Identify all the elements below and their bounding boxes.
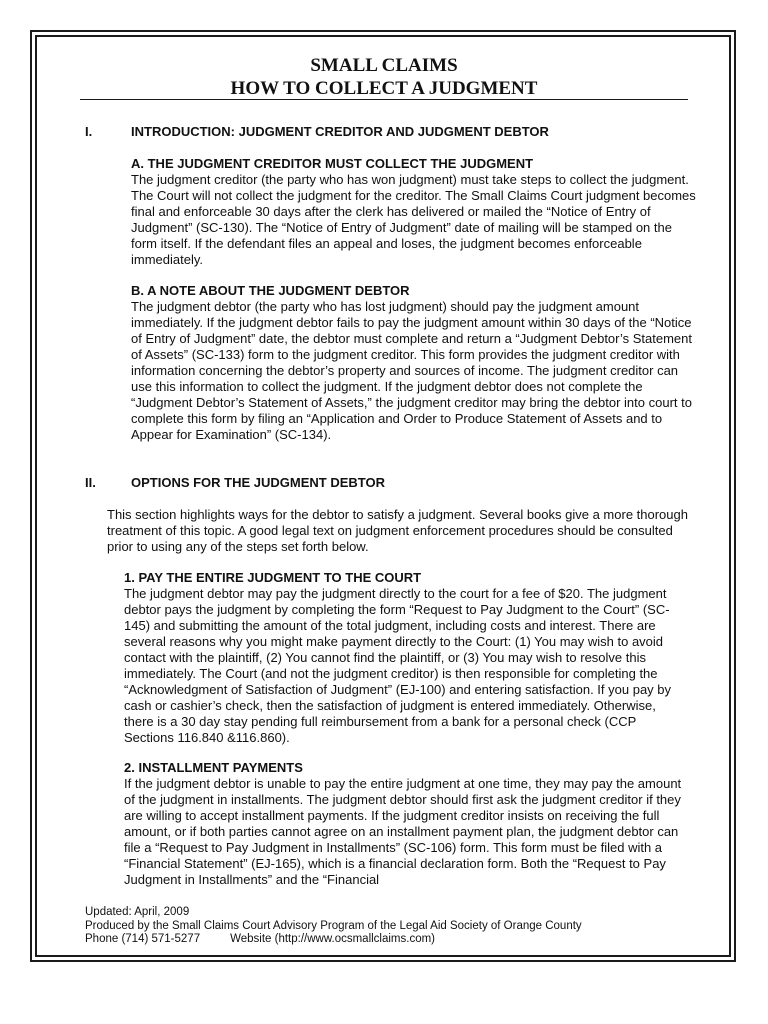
item-2-heading: 2. INSTALLMENT PAYMENTS bbox=[124, 760, 303, 775]
footer bbox=[85, 906, 582, 947]
subsection-a-heading: A. THE JUDGMENT CREDITOR MUST COLLECT THE JUDGMENT bbox=[131, 156, 534, 171]
item-1-body: The judgment debtor may pay the judgment directly to the court for a fee of $20. The judgment debtor pays the judgment by completing the form “Request to Pay Judgment to the Court” (SC-145) and submitting the amount of the total judgment, including costs and interest. There are several reasons why you might make payment directly to the Court: (1) You may wish to avoid contact with the plaintiff, (2) You cannot find the plaintiff, or (3) You may wish to resolve this immediately. The Court (and not the judgment creditor) is then responsible for completing the “Acknowledgment of Satisfaction of Judgment” (EJ-100) and entering satisfaction. If you pay by cash or cashier’s check, then the satisfaction of judgment is entered immediately. Otherwise, there is a 30 day stay pending full reimbursement from a bank for a personal check (CCP Sections 116.840 &116.860). bbox=[124, 586, 672, 745]
subsection-b-heading: B. A NOTE ABOUT THE JUDGMENT DEBTOR bbox=[131, 283, 410, 298]
footer-contact bbox=[85, 933, 582, 947]
title-rule bbox=[80, 99, 688, 100]
item-1-heading: 1. PAY THE ENTIRE JUDGMENT TO THE COURT bbox=[124, 570, 422, 585]
section-2-intro: This section highlights ways for the debtor to satisfy a judgment. Several books give a more thorough treatment of this topic. A good legal text on judgment enforcement procedures should be consulted prior to using any of the steps set forth below. bbox=[107, 507, 688, 554]
item-2-body: If the judgment debtor is unable to pay the entire judgment at one time, they may pay the amount of the judgment in installments. The judgment debtor should first ask the judgment creditor if they are willing to accept installment payments. If the judgment creditor insists on receiving the full amount, or if both parties cannot agree on an installment payment plan, the judgment debtor can file a “Request to Pay Judgment in Installments” (SC-106) form. This form must be filed with a “Financial Statement” (EJ-165), which is a financial declaration form. Both the “Request to Pay Judgment in Installments” and the “Financial bbox=[124, 776, 682, 887]
footer-phone: Phone (714) 571-5277 bbox=[85, 933, 201, 945]
subsection-b-body: The judgment debtor (the party who has lost judgment) should pay the judgment amount immediately. If the judgment debtor fails to pay the judgment amount within 30 days of the “Notice of Entry of Judgment” date, the debtor must complete and return a “Judgment Debtor’s Statement of Assets” (SC-133) form to the judgment creditor. This form provides the judgment creditor with information concerning the debtor’s property and sources of income. The judgment creditor can use this information to collect the judgment. If the judgment debtor does not complete the “Judgment Debtor’s Statement of Assets,” the judgment creditor may bring the debtor into court to complete this form by filing an “Application and Order to Produce Statement of Assets and to Appear for Examination” (SC-134). bbox=[131, 299, 692, 442]
title-line-2: HOW TO COLLECT A JUDGMENT bbox=[230, 78, 538, 99]
subsection-a-body: The judgment creditor (the party who has won judgment) must take steps to collect the judgment. The Court will not collect the judgment for the creditor. The Small Claims Court judgment becomes final and enforceable 30 days after the clerk has delivered or mailed the “Notice of Entry of Judgment” (SC-130). The “Notice of Entry of Judgment” date of mailing will be stamped on the form itself. If the defendant files an appeal and loses, the judgment becomes enforceable immediately. bbox=[131, 172, 696, 267]
section-1-heading: INTRODUCTION: JUDGMENT CREDITOR AND JUDGMENT DEBTOR bbox=[131, 124, 549, 139]
section-1-numeral: I. bbox=[85, 124, 93, 139]
title-line-1: SMALL CLAIMS bbox=[310, 55, 458, 76]
section-2-numeral: II. bbox=[85, 475, 96, 490]
footer-website: Website (http://www.ocsmallclaims.com) bbox=[230, 933, 436, 945]
footer-updated: Updated: April, 2009 bbox=[85, 906, 190, 918]
section-2-heading: OPTIONS FOR THE JUDGMENT DEBTOR bbox=[131, 475, 385, 490]
footer-produced-by: Produced by the Small Claims Court Advisory Program of the Legal Aid Society of Orange County bbox=[85, 919, 582, 932]
